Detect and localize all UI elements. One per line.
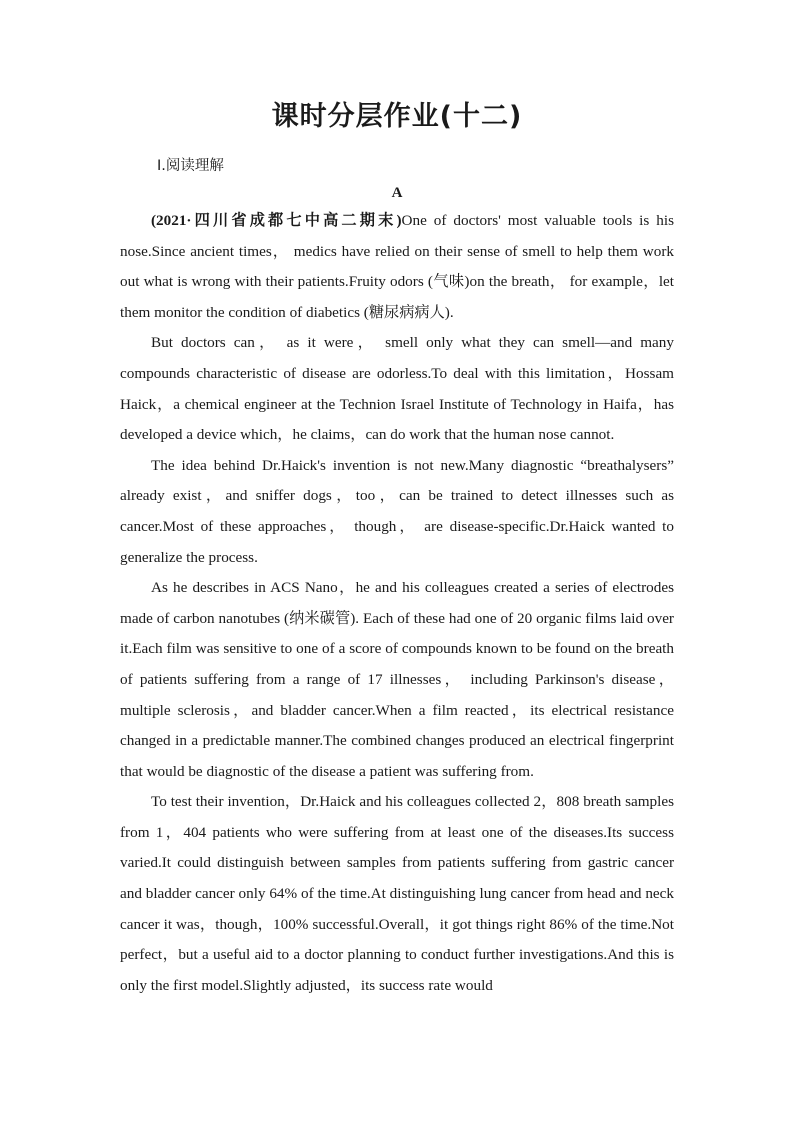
passage-body [120,206,674,1001]
passage-label: A [391,185,403,201]
paragraph: To test their invention，Dr.Haick and his colleagues collected 2，808 breath samples from 1，404 patients who were suffering from at least one of the diseases.Its success varied.It could distinguish between samples from patients suffering from gastric cancer and bladder cancer only 64% of the time.At distinguishing lung cancer from head and neck cancer it was，though，100% successful.Overall，it got things right 86% of the time.Not perfect，but a useful aid to a doctor planning to conduct further investigations.And this is only the first model.Slightly adjusted，its success rate would [120,793,674,994]
paragraph-text: One of doctors' most valuable tools is his nose.Since ancient times， medics have relied on their sense of smell to help them work out what is wrong with their patients.Fruity odors (气味)on the breath， for example，let them monitor the condition of diabetics (糖尿病病人). [120,212,674,321]
paragraph: As he describes in ACS Nano，he and his colleagues created a series of electrodes made of carbon nanotubes (纳米碳管). Each of these had one of 20 organic films laid over it.Each film was sensitive to one of a score of compounds known to be found on the breath of patients suffering from a range of 17 illnesses， including Parkinson's disease，multiple sclerosis，and bladder cancer.When a film reacted，its electrical resistance changed in a predictable manner.The combined changes produced an electrical fingerprint that would be diagnostic of the disease a patient was suffering from. [120,579,674,780]
paragraph: The idea behind Dr.Haick's invention is not new.Many diagnostic “breathalysers” already exist，and sniffer dogs，too，can be trained to detect illnesses such as cancer.Most of these approaches， though， are disease‑specific.Dr.Haick wanted to generalize the process. [120,456,674,566]
source-tag: (2021·四川省成都七中高二期末) [151,212,402,229]
paragraph [120,206,674,328]
page-title: 课时分层作业(十二) [271,101,523,132]
paragraph: But doctors can， as it were， smell only what they can smell—and many compounds characteristic of disease are odorless.To deal with this limitation，Hossam Haick，a chemical engineer at the Technion Israel Institute of Technology in Haifa，has developed a device which，he claims，can do work that the human nose cannot. [120,334,674,444]
section-heading: Ⅰ.阅读理解 [157,158,224,174]
